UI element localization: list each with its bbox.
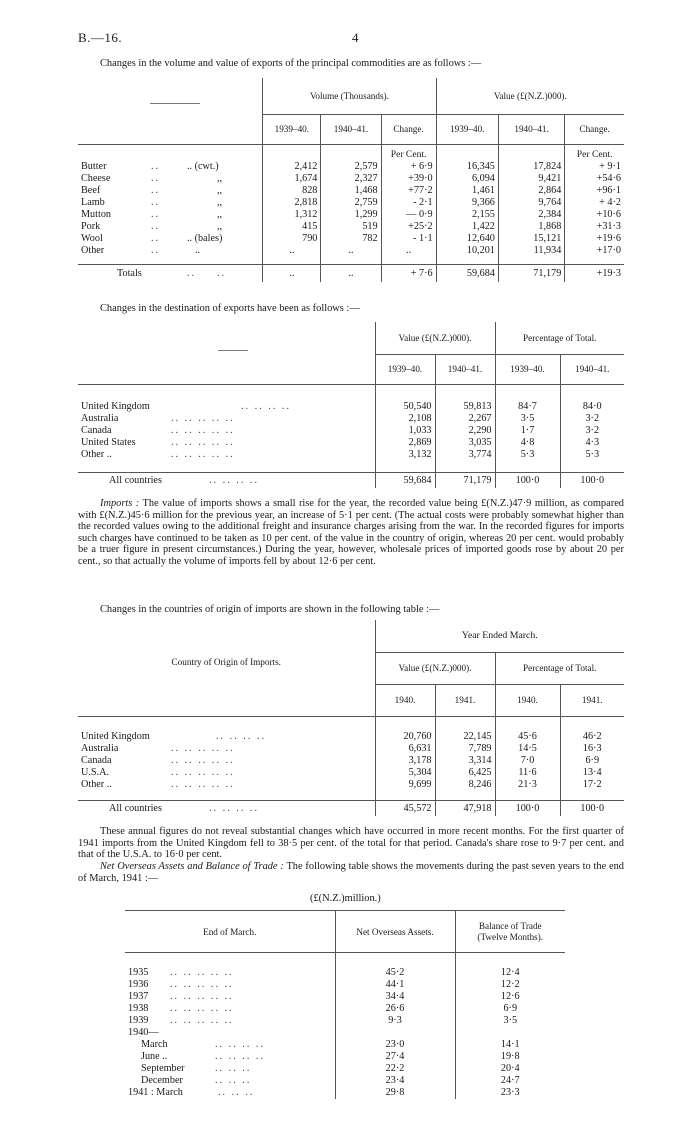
leader-dots: .. .. .. .. .. (170, 1003, 234, 1014)
cell: 12·6 (455, 991, 565, 1003)
table-row (78, 754, 624, 766)
table-row (78, 208, 624, 220)
table-row (78, 184, 624, 196)
leader-dots: .. (151, 244, 161, 256)
unit: ,, (217, 184, 223, 196)
percentage-group-header: Percentage of Total. (495, 652, 624, 684)
cell: 23·0 (335, 1039, 455, 1051)
leader-dots: .. (151, 208, 161, 220)
cell: 59,684 (436, 264, 498, 282)
cell: 20·4 (455, 1063, 565, 1075)
commodity-name: Mutton (81, 208, 112, 220)
table-row (78, 400, 624, 412)
cell: 828 (263, 184, 321, 196)
leader-dots: .. .. .. .. .. (170, 991, 234, 1002)
cell: 10,201 (436, 244, 498, 256)
unit: .. (195, 244, 201, 256)
imports-paragraph (78, 498, 624, 568)
country-name: United Kingdom (81, 730, 150, 742)
leader-dots: .. (151, 196, 161, 208)
cell: 100·0 (495, 800, 560, 816)
leader-dots: .. .. .. .. .. (171, 742, 235, 754)
cell: 3,178 (375, 754, 435, 766)
cell: 27·4 (335, 1051, 455, 1063)
table-row (78, 448, 624, 460)
cell: +54·6 (565, 172, 624, 184)
leader-dots: .. .. .. .. .. (171, 778, 235, 790)
overseas-text: The following table shows the movements during the past seven years to the end of March, 1941 :— (78, 861, 624, 884)
country-name: Australia (81, 742, 119, 754)
cell: 4·8 (495, 436, 560, 448)
country-name: Australia (81, 412, 119, 424)
cell: 6,094 (436, 172, 498, 184)
unit: ,, (217, 196, 223, 208)
leader-dots: .. .. .. .. .. (171, 766, 235, 778)
balance-header-line2: (Twelve Months). (477, 931, 544, 942)
cell: 100·0 (495, 472, 560, 488)
col-header: 1939–40. (263, 114, 321, 144)
cell: 3,035 (435, 436, 495, 448)
cell: 21·3 (495, 778, 560, 790)
imports-origin-table (78, 620, 624, 816)
cell: 11,934 (498, 244, 564, 256)
col-header: 1941. (435, 684, 495, 716)
cell: 19·8 (455, 1051, 565, 1063)
col-header: 1940–41. (435, 354, 495, 384)
table-row (125, 1039, 565, 1051)
balance-header-line1: Balance of Trade (478, 920, 542, 931)
leader-dots: .. .. .. .. (209, 802, 260, 814)
country-name: United States (81, 436, 136, 448)
cell: 3·5 (455, 1015, 565, 1027)
col-header: 1940. (495, 684, 560, 716)
cell: .. (321, 264, 381, 282)
cell: 2,869 (375, 436, 435, 448)
leader-dots: .. (187, 267, 197, 279)
cell: 2,579 (321, 160, 381, 172)
percentage-group-header: Percentage of Total. (495, 322, 624, 354)
imports-origin-intro: Changes in the countries of origin of imports are shown in the following table :— (100, 604, 440, 615)
exports-destination-intro: Changes in the destination of exports have been as follows :— (100, 303, 360, 314)
leader-dots: .. (151, 220, 161, 232)
cell: 782 (321, 232, 381, 244)
table-row (78, 412, 624, 424)
cell: .. (321, 244, 381, 256)
overseas-unit: (£(N.Z.)million.) (310, 893, 381, 904)
table-row (78, 424, 624, 436)
cell: 2,155 (436, 208, 498, 220)
cell: 3·2 (560, 412, 624, 424)
commodity-name: Lamb (81, 196, 105, 208)
cell: 790 (263, 232, 321, 244)
cell: 12·2 (455, 979, 565, 991)
table-row (125, 1063, 565, 1075)
cell: 5,304 (375, 766, 435, 778)
table-row (125, 991, 565, 1003)
cell: 34·4 (335, 991, 455, 1003)
volume-group-header: Volume (Thousands). (263, 78, 436, 114)
col-header: Change. (565, 114, 624, 144)
col-header: 1941. (560, 684, 624, 716)
cell: 4·3 (560, 436, 624, 448)
totals-row (78, 264, 624, 282)
cell: 22,145 (435, 730, 495, 742)
row-label: 1941 : March (128, 1087, 183, 1098)
table-row (125, 1015, 565, 1027)
table-row (125, 1087, 565, 1099)
cell: 47,918 (435, 800, 495, 816)
cell: 15,121 (498, 232, 564, 244)
per-cent-label: Per Cent. (565, 144, 624, 160)
cell: + 4·2 (565, 196, 624, 208)
cell: 5·3 (495, 448, 560, 460)
table-row (125, 967, 565, 979)
cell: 1,299 (321, 208, 381, 220)
leader-dots: .. (151, 172, 161, 184)
cell: 6·9 (560, 754, 624, 766)
cell: 7,789 (435, 742, 495, 754)
cell: +25·2 (381, 220, 436, 232)
cell: +96·1 (565, 184, 624, 196)
cell: +77·2 (381, 184, 436, 196)
cell: +31·3 (565, 220, 624, 232)
cell: 46·2 (560, 730, 624, 742)
table-row (78, 778, 624, 790)
table-row (78, 196, 624, 208)
cell: 71,179 (435, 472, 495, 488)
leader-dots: .. .. .. .. (216, 730, 267, 742)
cell: 16·3 (560, 742, 624, 754)
leader-dots: .. .. .. .. .. (171, 412, 235, 424)
cell: 17·2 (560, 778, 624, 790)
row-label: 1936 (128, 979, 149, 990)
value-group-header: Value (£(N.Z.)000). (375, 322, 495, 354)
cell: 17,824 (498, 160, 564, 172)
cell: 3,132 (375, 448, 435, 460)
cell: 5·3 (560, 448, 624, 460)
cell: +19·3 (565, 264, 624, 282)
document-reference: B.—16. (78, 30, 123, 45)
table-row (125, 1075, 565, 1087)
leader-dots: .. .. .. .. (215, 1051, 266, 1062)
commodity-name: Other (81, 244, 105, 256)
cell: 6,425 (435, 766, 495, 778)
cell: .. (263, 264, 321, 282)
cell: 59,684 (375, 472, 435, 488)
commodity-name: Butter (81, 160, 107, 172)
cell: 9,366 (436, 196, 498, 208)
unit: ,, (217, 208, 223, 220)
cell: 12,640 (436, 232, 498, 244)
cell: 44·1 (335, 979, 455, 991)
cell: + 9·1 (565, 160, 624, 172)
overseas-lead: Net Overseas Assets and Balance of Trade : (100, 861, 284, 872)
unit: ,, (217, 172, 223, 184)
page-number: 4 (352, 30, 359, 45)
cell: 8,246 (435, 778, 495, 790)
cell: 1,674 (263, 172, 321, 184)
row-label: September (141, 1063, 185, 1074)
row-label: 1938 (128, 1003, 149, 1014)
col-header: Change. (381, 114, 436, 144)
overseas-table (125, 910, 565, 1099)
table-row (78, 220, 624, 232)
leader-dots: .. (217, 267, 227, 279)
commodity-name: Cheese (81, 172, 111, 184)
leader-dots: .. .. .. .. .. (170, 1015, 234, 1026)
col-header: 1940–41. (498, 114, 564, 144)
cell: .. (381, 244, 436, 256)
cell: 2,108 (375, 412, 435, 424)
table-row (78, 172, 624, 184)
value-group-header: Value (£(N.Z.)000). (375, 652, 495, 684)
cell: 50,540 (375, 400, 435, 412)
cell: 100·0 (560, 472, 624, 488)
table-row (78, 232, 624, 244)
totals-label: All countries (109, 474, 162, 486)
cell: 71,179 (498, 264, 564, 282)
cell: 45·6 (495, 730, 560, 742)
cell: 16,345 (436, 160, 498, 172)
col-header: 1939–40. (375, 354, 435, 384)
cell: 1,312 (263, 208, 321, 220)
col-header: 1939–40. (436, 114, 498, 144)
recent-months-paragraph: These annual figures do not reveal substantial changes which have occurred in more recent months. For the first quarter of 1941 imports from the United Kingdom fell to 38·5 per cent. of the total for that period. Canada's share rose to 9·7 per cent. and that of the U.S.A. to 16·0 per cent. (78, 826, 624, 861)
leader-dots: .. (151, 184, 161, 196)
totals-row (78, 800, 624, 816)
cell: 9,421 (498, 172, 564, 184)
cell: 1·7 (495, 424, 560, 436)
col-header: 1940–41. (560, 354, 624, 384)
cell: 7·0 (495, 754, 560, 766)
row-label: 1939 (128, 1015, 149, 1026)
net-assets-header: Net Overseas Assets. (335, 911, 455, 953)
cell: 2,290 (435, 424, 495, 436)
cell: 14·1 (455, 1039, 565, 1051)
cell: +10·6 (565, 208, 624, 220)
country-name: United Kingdom (81, 400, 150, 412)
leader-dots: .. (151, 232, 161, 244)
cell: 22·2 (335, 1063, 455, 1075)
country-name: Other .. (81, 448, 112, 460)
cell: 23·3 (455, 1087, 565, 1099)
value-group-header: Value (£(N.Z.)000). (436, 78, 624, 114)
cell: 100·0 (560, 800, 624, 816)
cell: 13·4 (560, 766, 624, 778)
country-header: Country of Origin of Imports. (171, 656, 281, 667)
row-label: 1937 (128, 991, 149, 1002)
cell: 2,818 (263, 196, 321, 208)
leader-dots: .. .. .. .. .. (171, 754, 235, 766)
per-cent-label: Per Cent. (381, 144, 436, 160)
cell: — 0·9 (381, 208, 436, 220)
leader-dots: .. .. .. .. .. (171, 424, 235, 436)
cell: + 7·6 (381, 264, 436, 282)
commodity-name: Wool (81, 232, 103, 244)
cell: 1,461 (436, 184, 498, 196)
cell: 6·9 (455, 1003, 565, 1015)
cell: 6,631 (375, 742, 435, 754)
cell: 9,764 (498, 196, 564, 208)
totals-row (78, 472, 624, 488)
cell: 1,422 (436, 220, 498, 232)
cell: +19·6 (565, 232, 624, 244)
cell: 23·4 (335, 1075, 455, 1087)
cell: 2,384 (498, 208, 564, 220)
cell (455, 1027, 565, 1039)
cell: 2,412 (263, 160, 321, 172)
overseas-paragraph (78, 861, 624, 884)
table-row (78, 766, 624, 778)
leader-dots: .. .. .. (215, 1075, 252, 1086)
cell: 1,868 (498, 220, 564, 232)
cell: - 2·1 (381, 196, 436, 208)
table-row (78, 730, 624, 742)
unit: .. (cwt.) (187, 160, 219, 172)
exports-commodities-intro: Changes in the volume and value of exports of the principal commodities are as follows :— (100, 58, 482, 69)
cell: 2,864 (498, 184, 564, 196)
row-label: December (141, 1075, 183, 1086)
cell (335, 1027, 455, 1039)
cell: 2,327 (321, 172, 381, 184)
cell: 12·4 (455, 967, 565, 979)
table-row (125, 1003, 565, 1015)
leader-dots: .. .. .. .. (241, 400, 292, 412)
cell: 45,572 (375, 800, 435, 816)
table-row (125, 979, 565, 991)
totals-label: All countries (109, 802, 162, 814)
cell: 3·2 (560, 424, 624, 436)
country-name: Other .. (81, 778, 112, 790)
leader-dots: .. .. .. .. .. (171, 448, 235, 460)
cell: 29·8 (335, 1087, 455, 1099)
cell: 84·0 (560, 400, 624, 412)
cell: 2,759 (321, 196, 381, 208)
cell: 3,774 (435, 448, 495, 460)
imports-lead: Imports : (100, 498, 140, 509)
exports-commodities-table (78, 78, 624, 282)
row-label: 1935 (128, 967, 149, 978)
col-header: 1940. (375, 684, 435, 716)
end-of-march-header: End of March. (203, 926, 257, 937)
cell: 59,813 (435, 400, 495, 412)
leader-dots: .. .. .. .. (209, 474, 260, 486)
cell: 11·6 (495, 766, 560, 778)
leader-dots: .. .. .. .. (215, 1039, 266, 1050)
leader-dots: .. .. .. .. .. (170, 967, 234, 978)
table-row (78, 742, 624, 754)
leader-dots: .. (151, 160, 161, 172)
leader-dots: .. .. .. .. .. (171, 436, 235, 448)
unit: ,, (217, 220, 223, 232)
cell: .. (263, 244, 321, 256)
table-row (78, 436, 624, 448)
row-label: June .. (141, 1051, 168, 1062)
cell: 415 (263, 220, 321, 232)
row-label: 1940— (128, 1027, 159, 1038)
col-header: 1940–41. (321, 114, 381, 144)
cell: 2,267 (435, 412, 495, 424)
leader-dots: .. .. .. (215, 1063, 252, 1074)
totals-label: Totals (117, 267, 142, 279)
country-name: Canada (81, 424, 112, 436)
leader-dots: .. .. .. .. .. (170, 979, 234, 990)
cell: 24·7 (455, 1075, 565, 1087)
cell: +17·0 (565, 244, 624, 256)
balance-header (455, 911, 565, 953)
cell: 1,033 (375, 424, 435, 436)
table-row (125, 1027, 565, 1039)
cell: - 1·1 (381, 232, 436, 244)
imports-text: The value of imports shows a small rise for the year, the recorded value being £(N.Z.)47·9 million, as compared with £(N.Z.)45·6 million for the previous year, an increase of 5·1 per cent. (The actual costs were probably somewhat higher than the recorded values owing to the additional freight and insurance charges arising from the war. In the recorded figures for imports such charges have continued to be taken as 10 per cent. of the value in the country of origin, whereas 20 per cent. would probably be a truer figure in present circumstances.) During the year, however, wholesale prices of imported goods rose by about 20 per cent., so that actually the volume of imports fell by about 12·6 per cent. (78, 498, 625, 567)
cell: 3·5 (495, 412, 560, 424)
cell: 9·3 (335, 1015, 455, 1027)
table-row (78, 244, 624, 256)
commodity-name: Pork (81, 220, 101, 232)
table-row (78, 160, 624, 172)
leader-dots: .. .. .. (218, 1087, 255, 1098)
cell: 9,699 (375, 778, 435, 790)
cell: 3,314 (435, 754, 495, 766)
unit: .. (bales) (187, 232, 223, 244)
country-name: U.S.A. (81, 766, 110, 778)
col-header: 1939–40. (495, 354, 560, 384)
cell: 14·5 (495, 742, 560, 754)
cell: 45·2 (335, 967, 455, 979)
cell: 1,468 (321, 184, 381, 196)
cell: 519 (321, 220, 381, 232)
cell: + 6·9 (381, 160, 436, 172)
cell: +39·0 (381, 172, 436, 184)
row-label: March (141, 1039, 168, 1050)
cell: 20,760 (375, 730, 435, 742)
cell: 84·7 (495, 400, 560, 412)
year-ended-header: Year Ended March. (375, 620, 624, 652)
country-name: Canada (81, 754, 112, 766)
exports-destination-table (78, 322, 624, 488)
cell: 26·6 (335, 1003, 455, 1015)
commodity-name: Beef (81, 184, 101, 196)
table-row (125, 1051, 565, 1063)
